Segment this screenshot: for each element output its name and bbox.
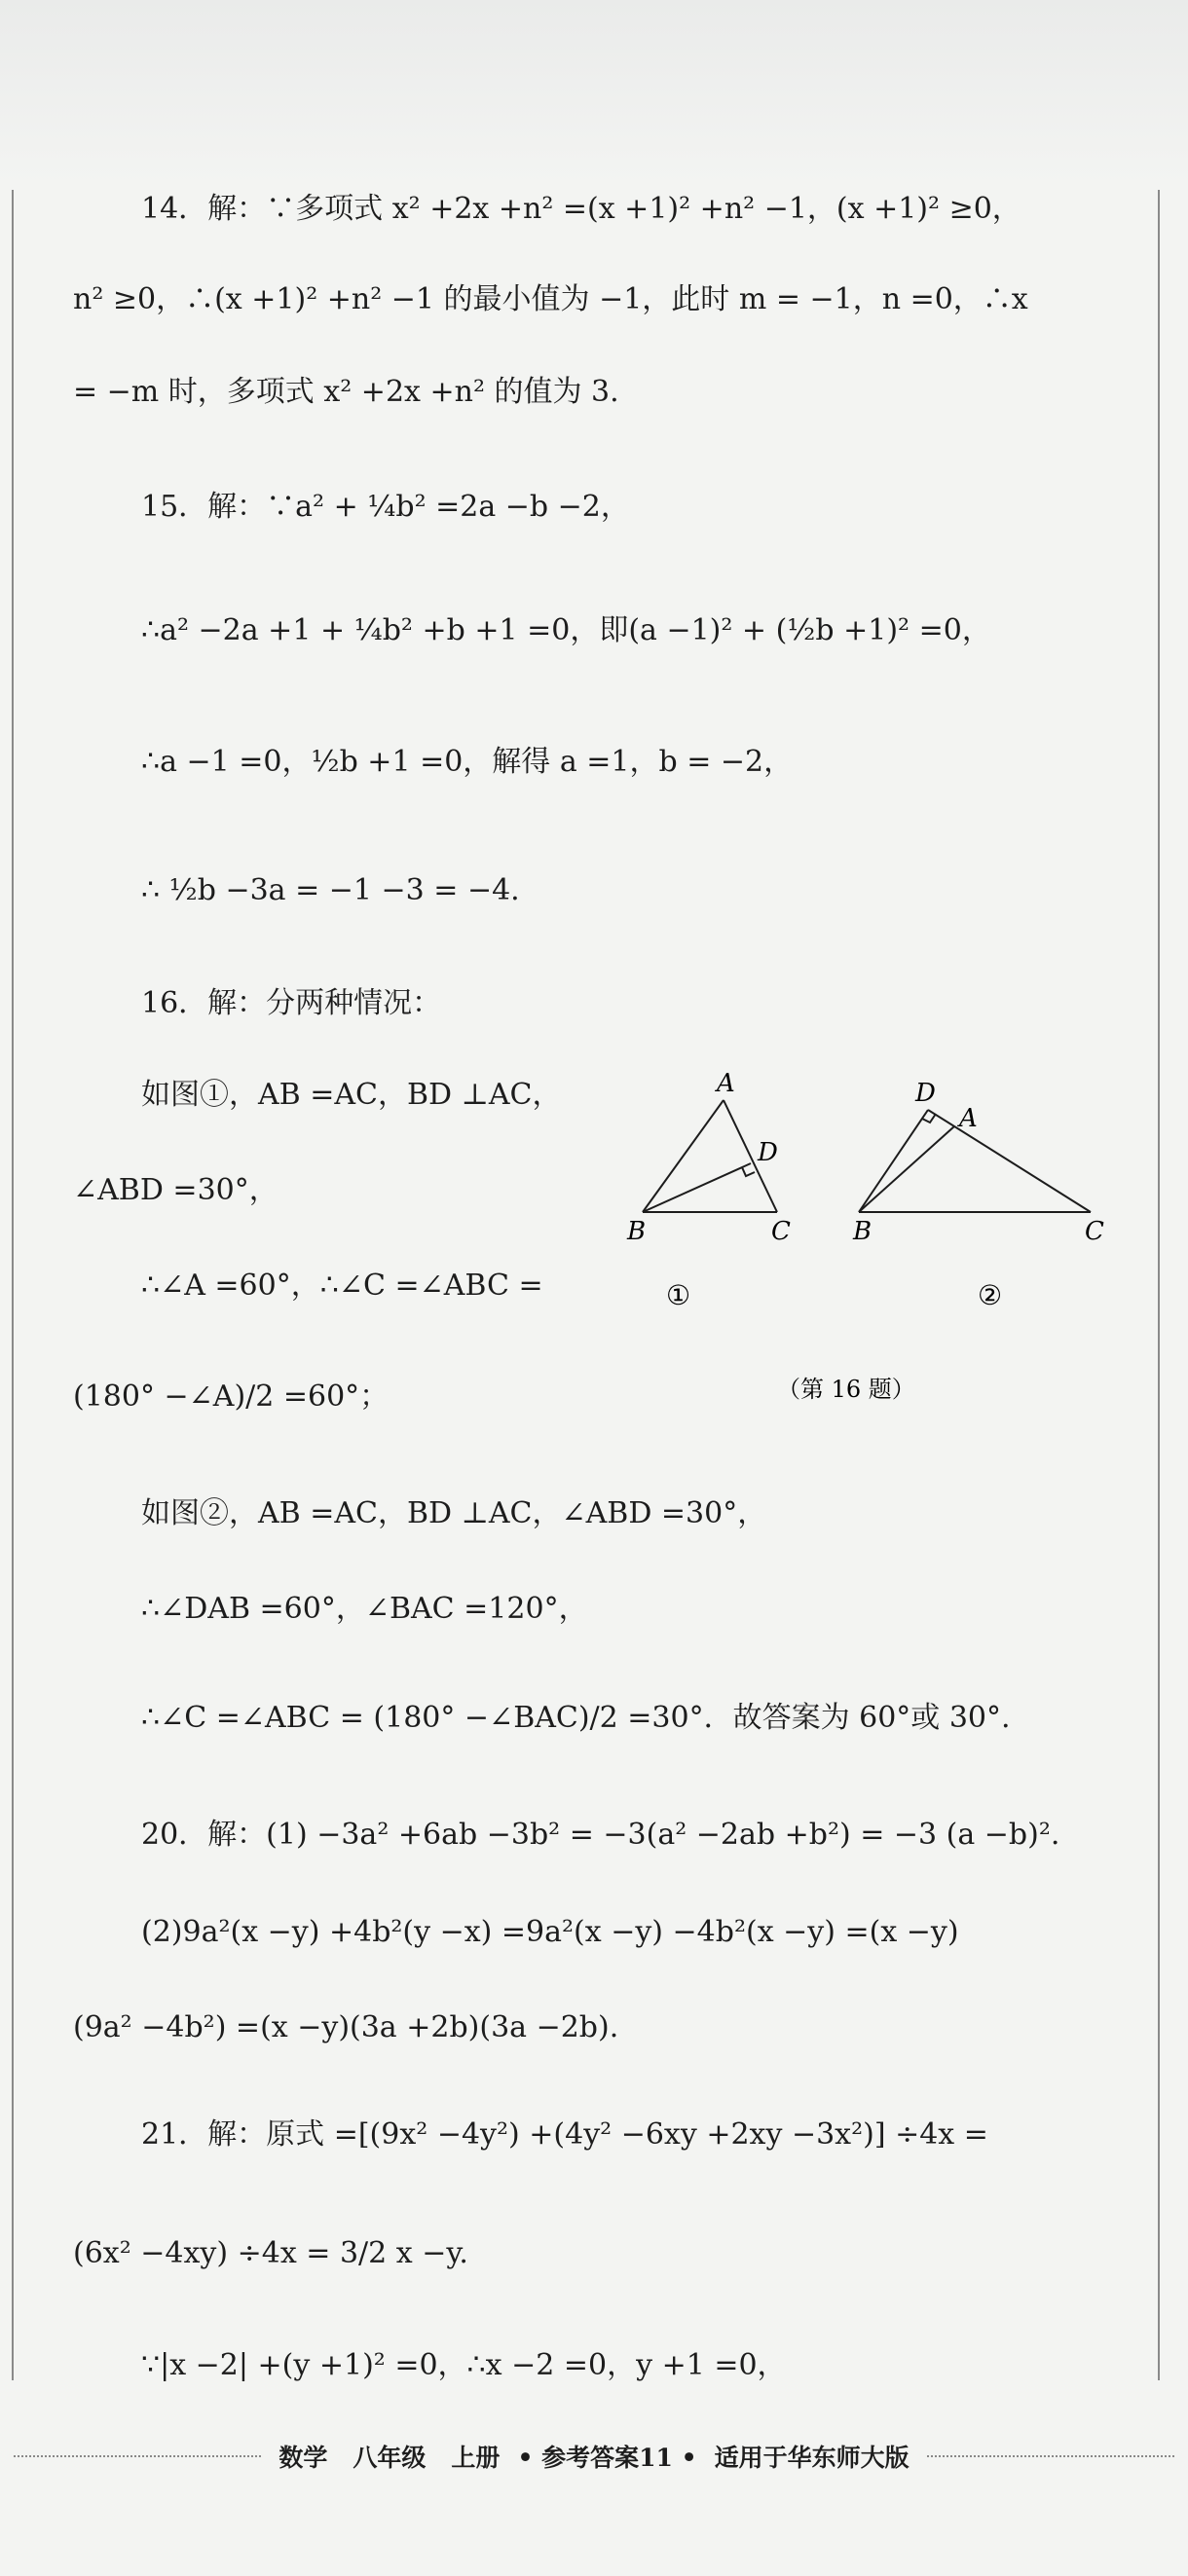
page-footer (0, 2432, 1188, 2481)
figure-16 (623, 1066, 1130, 1417)
figure-label-1: ① (666, 1279, 691, 1311)
label-C-1: C (771, 1217, 791, 1246)
left-margin-rule (12, 190, 14, 2380)
label-A-1: A (717, 1069, 735, 1098)
text-line: (180° −∠A)/2 =60°； (73, 1380, 390, 1414)
footer-dotted-rule-left (14, 2455, 261, 2457)
footer-edition: 适用于华东师大版 (714, 2444, 910, 2472)
text-line: ∴∠A =60°，∴∠C =∠ABC = (141, 1269, 543, 1303)
label-D-2: D (915, 1079, 936, 1108)
footer-dotted-rule-right (927, 2455, 1174, 2457)
footer-grade: 八年级 (353, 2444, 427, 2472)
text-line: (2)9a²(x −y) +4b²(y −x) =9a²(x −y) −4b²(x −y) =(x −y) (141, 1915, 959, 1949)
segment-BD-1 (643, 1163, 751, 1212)
label-B-1: B (627, 1217, 647, 1246)
label-A-2: A (959, 1104, 978, 1133)
segment-AB-1 (643, 1100, 724, 1212)
text-line: ∴ ½b −3a = −1 −3 = −4. (141, 873, 520, 907)
segment-BD-2 (859, 1110, 928, 1212)
label-C-2: C (1085, 1217, 1104, 1246)
text-line: ∴∠DAB =60°，∠BAC =120°， (141, 1592, 588, 1626)
text-line: = −m 时，多项式 x² +2x +n² 的值为 3. (73, 375, 619, 409)
text-line: (6x² −4xy) ÷4x = 3/2 x −y. (73, 2236, 468, 2270)
segment-BA-2 (859, 1126, 954, 1212)
right-margin-rule (1158, 190, 1160, 2380)
triangle-figures (623, 1066, 1130, 1417)
right-angle-mark-1 (742, 1167, 755, 1176)
label-D-1: D (758, 1138, 778, 1167)
footer-page-number: • 参考答案11 • (517, 2444, 697, 2472)
text-line: 16．解：分两种情况： (141, 986, 442, 1020)
text-line: 如图②，AB =AC，BD ⊥AC，∠ABD =30°， (141, 1496, 767, 1530)
text-line: (9a² −4b²) =(x −y)(3a +2b)(3a −2b). (73, 2010, 619, 2044)
text-line: 15．解：∵a² + ¼b² =2a −b −2， (141, 490, 630, 524)
footer-subject: 数学 (278, 2444, 328, 2472)
page-top-shade (0, 0, 1188, 185)
text-line: 20．解：(1) −3a² +6ab −3b² = −3(a² −2ab +b²) = −3 (a −b)². (141, 1818, 1060, 1852)
figure-label-2: ② (978, 1279, 1003, 1311)
text-line: 21．解：原式 =[(9x² −4y²) +(4y² −6xy +2xy −3x²)] ÷4x = (141, 2117, 988, 2152)
text-line: ∠ABD =30°， (73, 1173, 278, 1207)
label-B-2: B (853, 1217, 872, 1246)
text-line: ∴∠C =∠ABC = (180° −∠BAC)/2 =30°．故答案为 60°或 30°. (141, 1701, 1011, 1735)
text-line: n² ≥0，∴(x +1)² +n² −1 的最小值为 −1，此时 m = −1，n =0，∴x (73, 282, 1028, 316)
figure-caption: （第 16 题） (777, 1376, 915, 1403)
text-line: ∴a² −2a +1 + ¼b² +b +1 =0，即(a −1)² + (½b +1)² =0， (141, 613, 991, 647)
segment-DC-2 (928, 1110, 1091, 1212)
text-line: 14．解：∵多项式 x² +2x +n² =(x +1)² +n² −1，(x +1)² ≥0， (141, 192, 1021, 226)
text-line: ∵|x −2| +(y +1)² =0，∴x −2 =0，y +1 =0， (141, 2348, 787, 2382)
footer-volume: 上册 (451, 2444, 501, 2472)
text-line: ∴a −1 =0，½b +1 =0，解得 a =1，b = −2， (141, 745, 794, 779)
text-line: 如图①，AB =AC，BD ⊥AC， (141, 1078, 562, 1112)
